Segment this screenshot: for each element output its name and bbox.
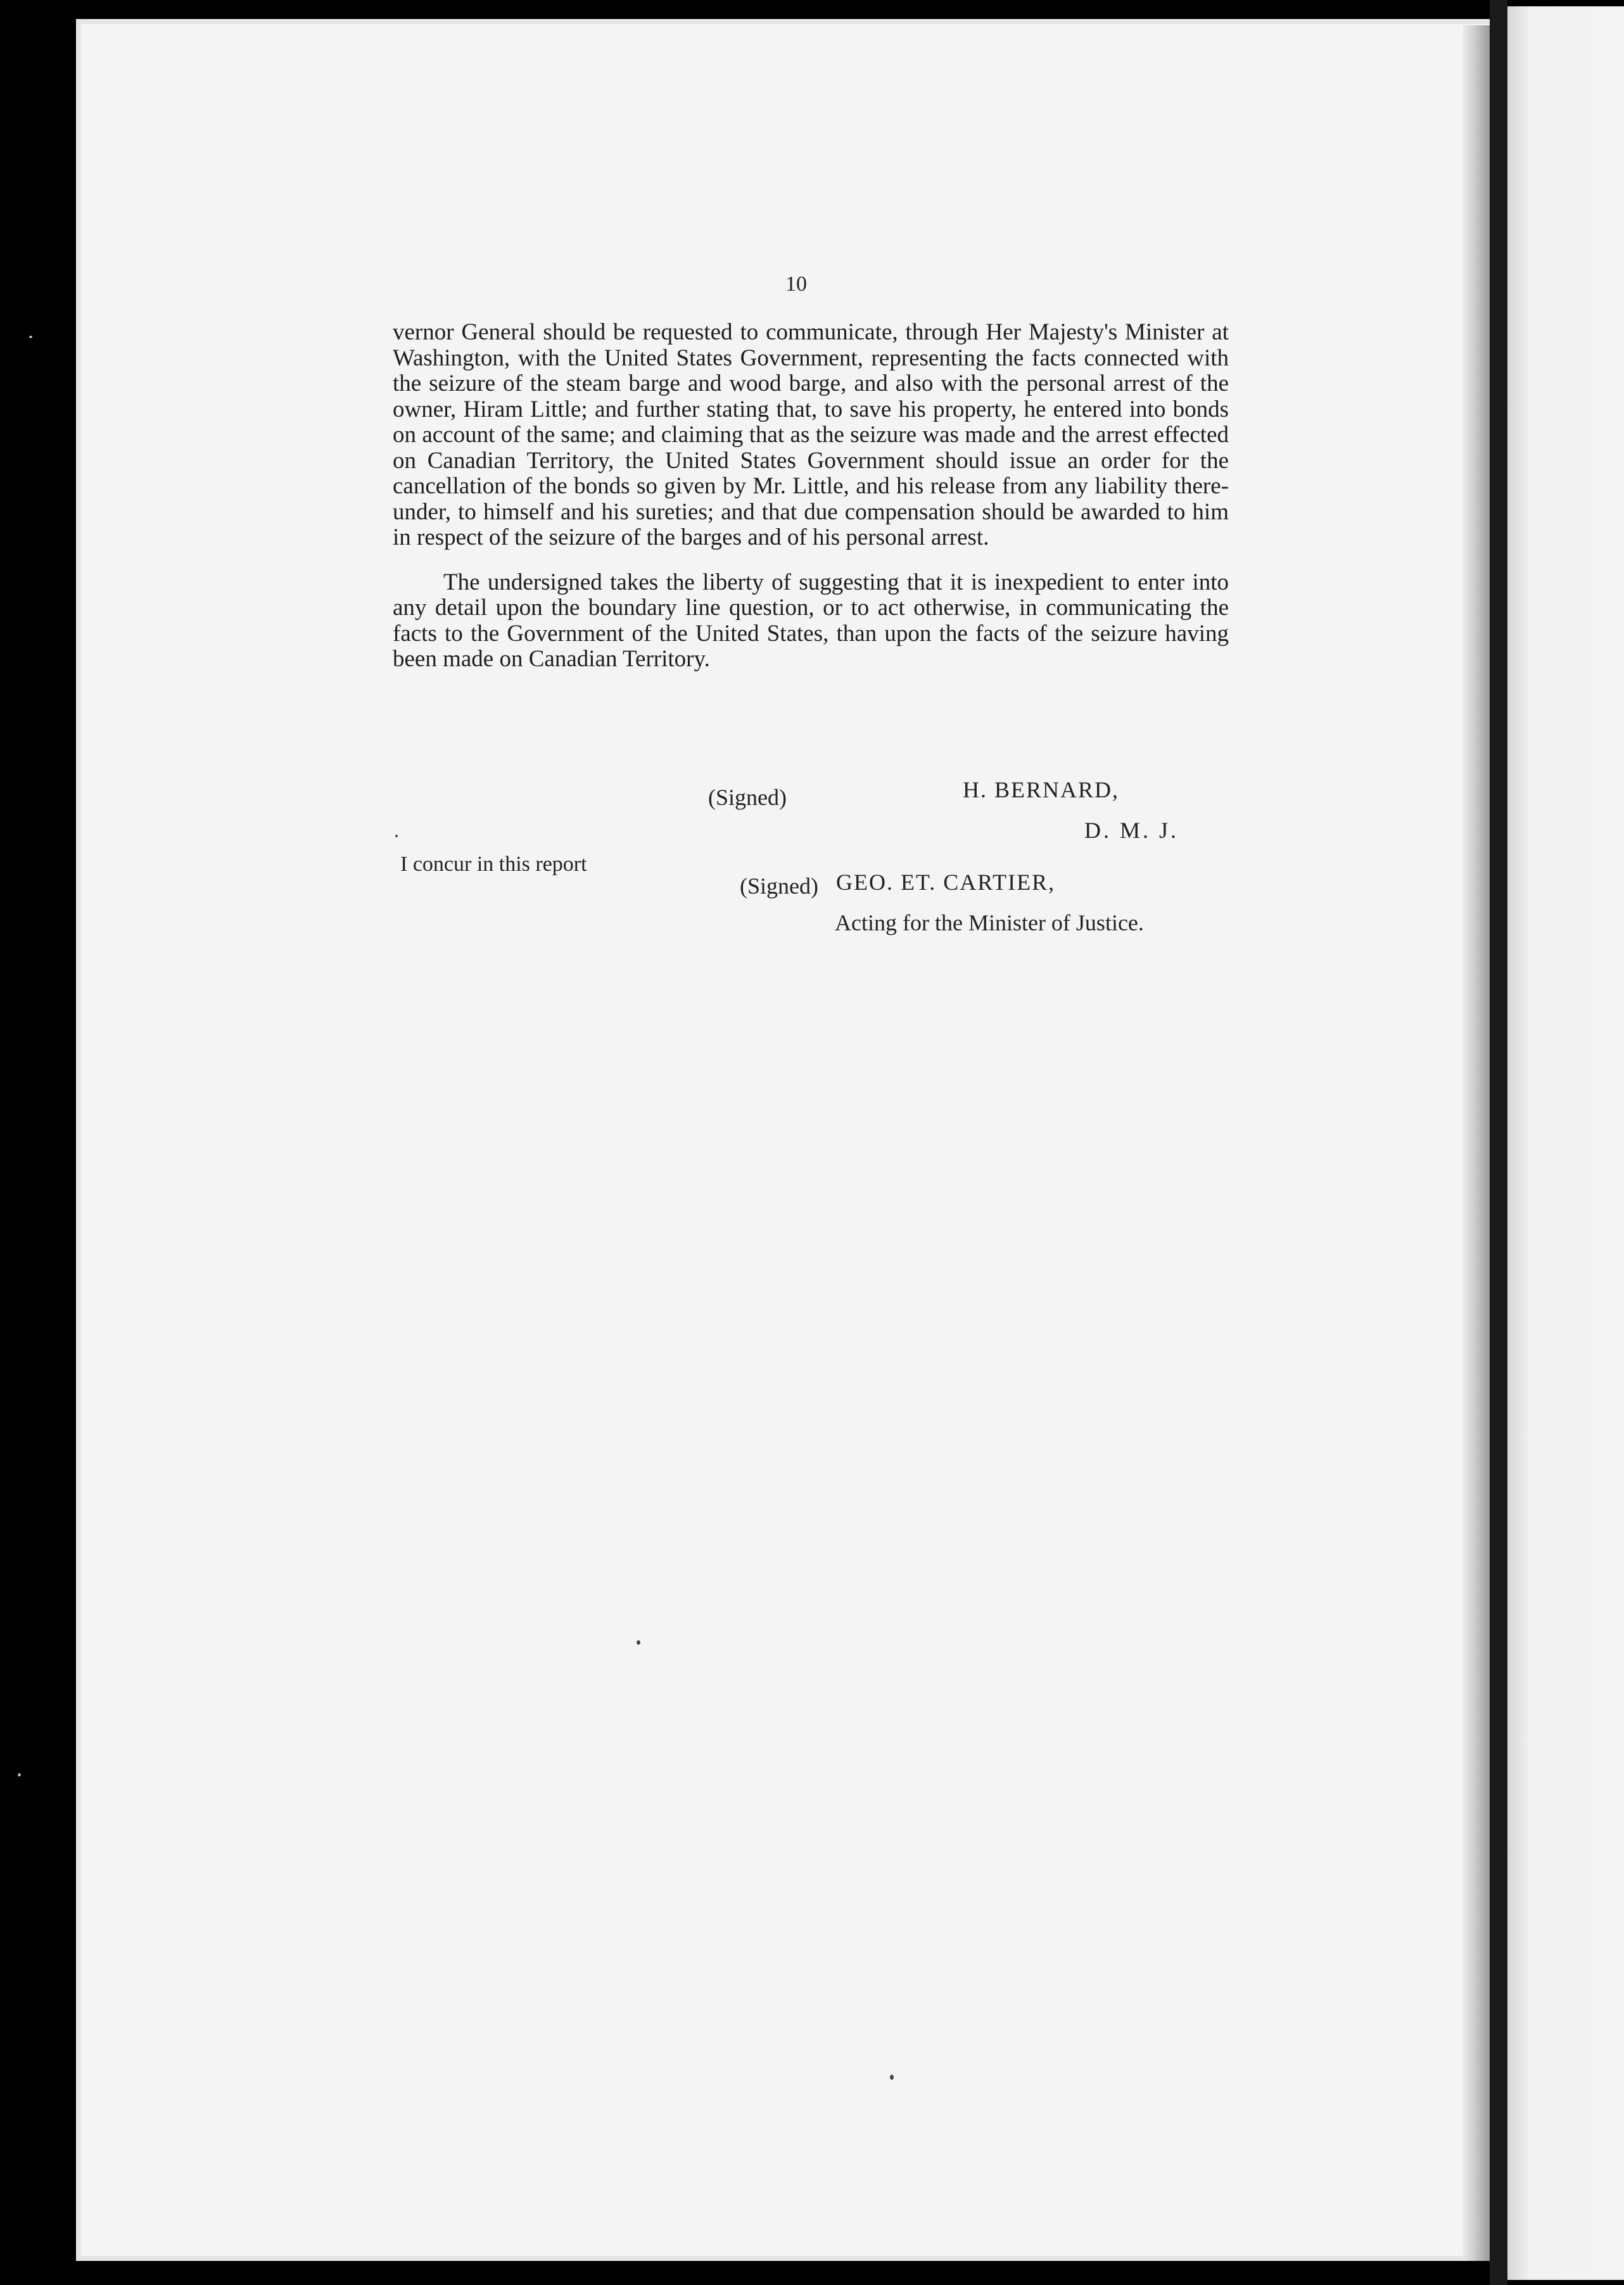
adjacent-page (1507, 6, 1624, 2280)
paragraph-2: The undersigned takes the liberty of suggesting that it is inexpedient to enter into any detail upon the boundary line question, or to act otherwise, in communicating the facts to the Government of the United States, than upon the facts of the seizure having been made on Canadian Territory. (393, 569, 1229, 672)
signer-name: GEO. ET. CARTIER, (836, 870, 1056, 895)
book-spine (1490, 0, 1507, 2285)
concurrence-note: I concur in this report (400, 852, 587, 876)
signer-title: Acting for the Minister of Justice. (835, 910, 1144, 935)
paper-speck (637, 1640, 640, 1645)
signer-title: D. M. J. (1084, 818, 1179, 843)
signer-name: H. BERNARD, (963, 777, 1120, 802)
body-text (393, 320, 1229, 673)
page-edge-shadow (1463, 25, 1490, 2261)
signed-label: (Signed) (740, 873, 818, 899)
page-number: 10 (785, 272, 807, 296)
paper-speck (890, 2075, 894, 2080)
paper-speck (395, 835, 398, 837)
paper-speck (29, 336, 32, 338)
paragraph-1: vernor General should be requested to communicate, through Her Majesty's Minister at Washington, with the United States Government, representing the facts connected with the seizure of the steam barge and wood barge, and also with the personal arrest of the owner, Hiram Little; and further stating that, to save his property, he entered into bonds on account of the same; and claiming that as the seizure was made and the arrest effected on Canadian Territory, the United States Government should issue an order for the cancellation of the bonds so given by Mr. Little, and his release from any liability there-under, to himself and his sureties; and that due compensation should be awarded to him in respect of the seizure of the barges and of his personal arrest. (393, 319, 1229, 550)
signed-label: (Signed) (708, 785, 787, 810)
paper-speck (18, 1773, 21, 1776)
